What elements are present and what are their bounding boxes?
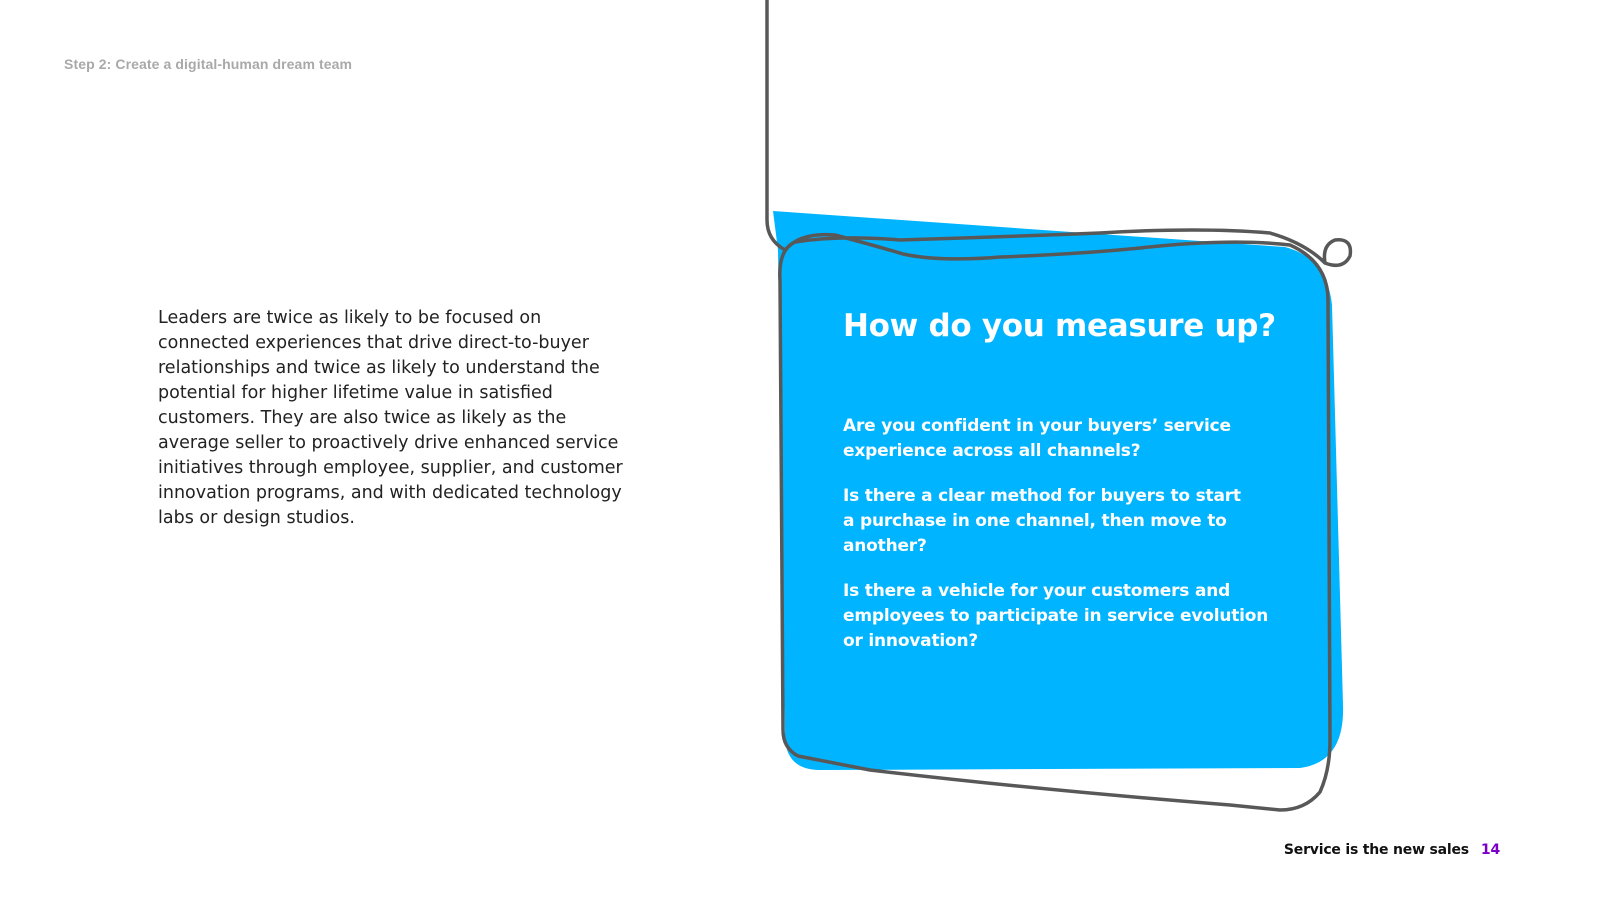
breadcrumb: Step 2: Create a digital-human dream team — [64, 56, 353, 72]
footer — [1284, 842, 1500, 858]
callout-question-1: Are you confident in your buyers’ service experience across all channels? — [843, 416, 1231, 461]
callout-box — [843, 306, 1303, 674]
callout-question-3: Is there a vehicle for your customers and employees to participate in service evolution or innovation? — [843, 581, 1269, 651]
callout-question-2: Is there a clear method for buyers to start a purchase in one channel, then move to another? — [843, 486, 1241, 556]
footer-title: Service is the new sales — [1283, 842, 1469, 858]
page-number: 14 — [1480, 842, 1500, 858]
body-paragraph: Leaders are twice as likely to be focused on connected experiences that drive direct-to-buyer relationships and twice as likely to understand the potential for higher lifetime value in satisfied customers. They are also twice as likely as the average seller to proactively drive enhanced service initiatives through employee, supplier, and customer innovation programs, and with dedicated technology labs or design studios. — [158, 308, 623, 528]
callout-title: How do you measure up? — [843, 308, 1276, 344]
